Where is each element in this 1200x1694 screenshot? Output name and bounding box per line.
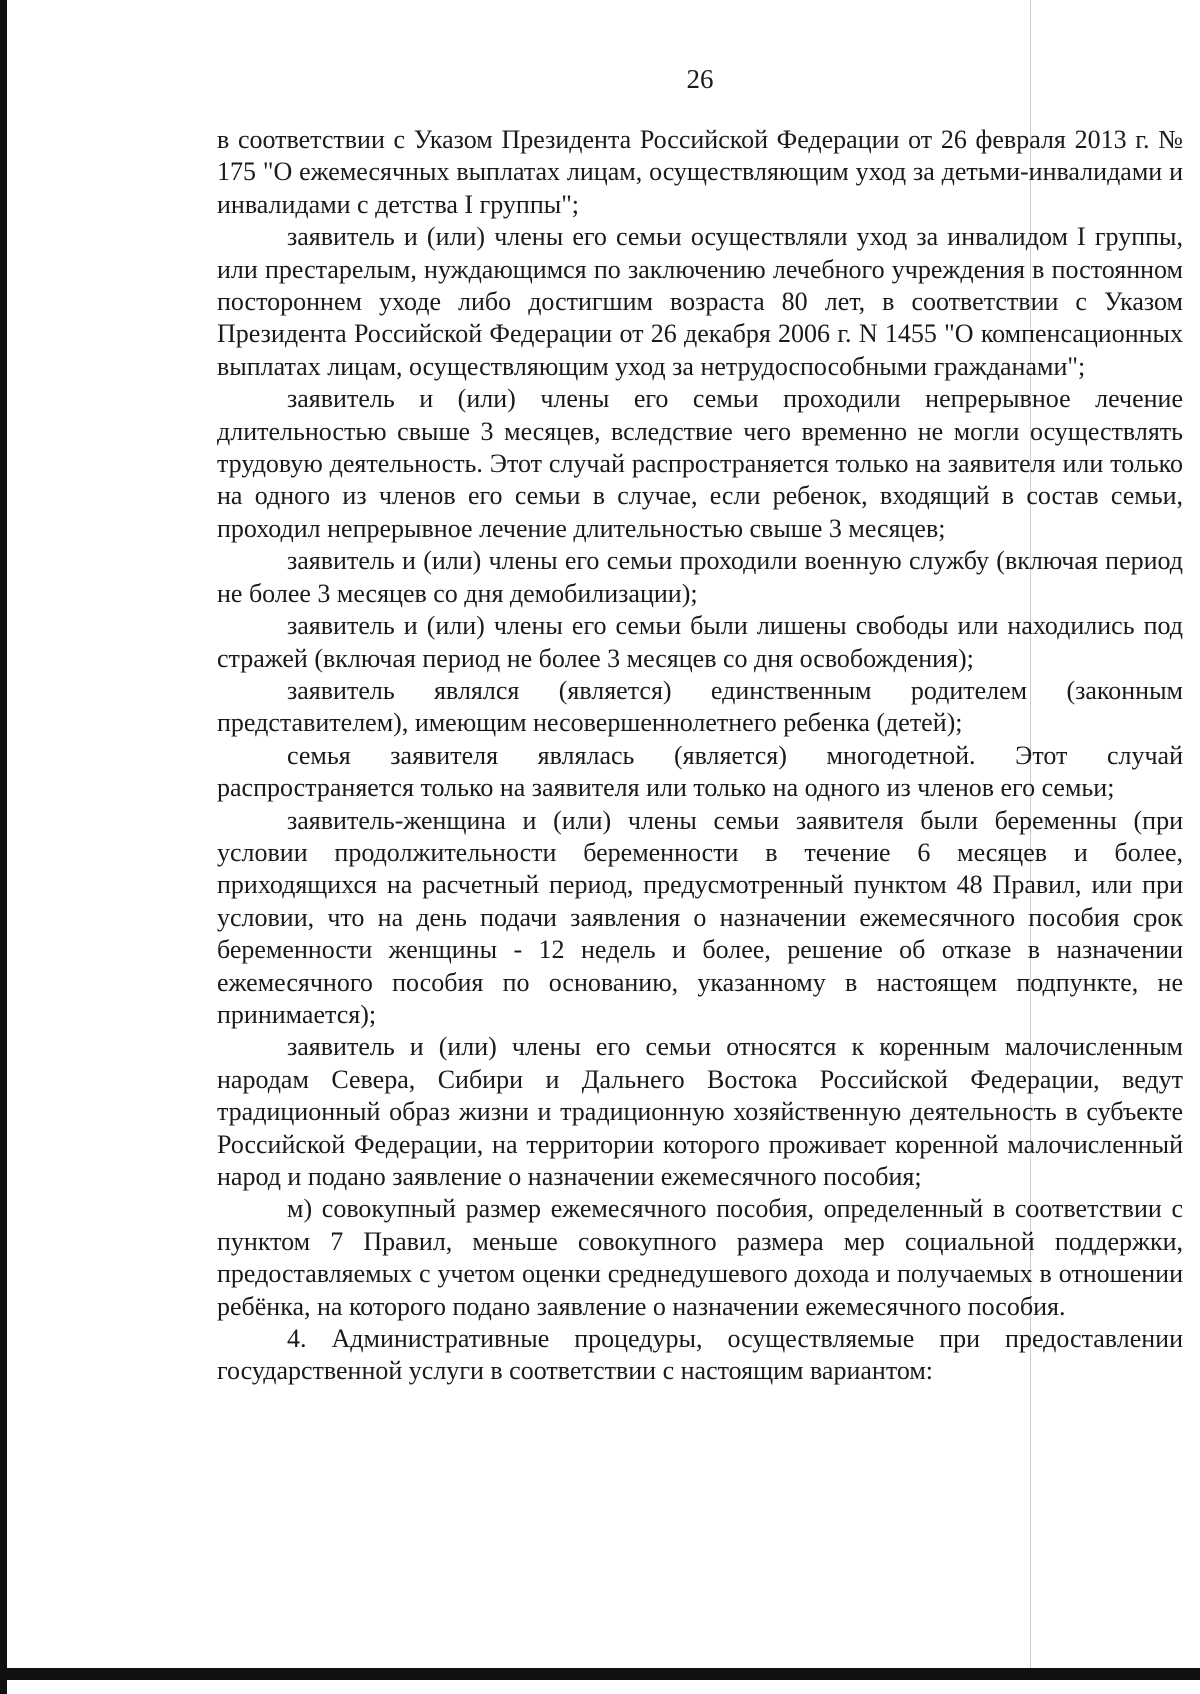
paragraph: заявитель и (или) члены его семьи были лишены свободы или находились под стражей (включая период не более 3 месяцев со дня освобождения); bbox=[217, 611, 1183, 673]
paragraph: заявитель-женщина и (или) члены семьи заявителя были беременны (при условии продолжительности беременности в течение 6 месяцев и более, приходящихся на расчетный период, предусмотренный пунктом 48 Правил, или при условии, что на день подачи заявления о назначении ежемесячного пособия срок беременности женщины - 12 недель и более, решение об отказе в назначении ежемесячного пособия по основанию, указанному в настоящем подпункте, не принимается); bbox=[217, 805, 1183, 1029]
paragraph: семья заявителя являлась (является) многодетной. Этот случай распространяется только на заявителя или только на одного из членов его семьи; bbox=[217, 740, 1183, 803]
paragraph: м) совокупный размер ежемесячного пособия, определенный в соответствии с пунктом 7 Правил, меньше совокупного размера мер социальной поддержки, предоставляемых с учетом оценки среднедушевого дохода и получаемых в отношении ребёнка, на которого подано заявление о назначении ежемесячного пособия. bbox=[217, 1194, 1183, 1321]
paragraph: заявитель и (или) члены его семьи осуществляли уход за инвалидом I группы, или престарелым, нуждающимся по заключению лечебного учреждения в постоянном постороннем уходе либо достигшим возраста 80 лет, в соответствии с Указом Президента Российской Федерации от 26 декабря 2006 г. N 1455 "О компенсационных выплатах лицам, осуществляющим уход за нетрудоспособными гражданами"; bbox=[217, 222, 1183, 381]
paragraph: заявитель и (или) члены его семьи проходили непрерывное лечение длительностью свыше 3 месяцев, вследствие чего временно не могли осуществлять трудовую деятельность. Этот случай распространяется только на заявителя или только на одного из членов его семьи в случае, если ребенок, входящий в состав семьи, проходил непрерывное лечение длительностью свыше 3 месяцев; bbox=[217, 384, 1183, 543]
page-number: 26 bbox=[686, 64, 714, 94]
scan-edge-bottom bbox=[0, 1668, 1200, 1680]
paragraph: 4. Административные процедуры, осуществляемые при предоставлении государственной услуги в соответствии с настоящим вариантом: bbox=[217, 1324, 1183, 1386]
paragraph: заявитель и (или) члены его семьи проходили военную службу (включая период не более 3 месяцев со дня демобилизации); bbox=[217, 546, 1183, 608]
paragraph: заявитель являлся (является) единственным родителем (законным представителем), имеющим несовершеннолетнего ребенка (детей); bbox=[217, 675, 1183, 738]
paragraph: в соответствии с Указом Президента Российской Федерации от 26 февраля 2013 г. № 175 "О ежемесячных выплатах лицам, осуществляющим уход за детьми-инвалидами и инвалидами с детства I группы"; bbox=[217, 125, 1183, 219]
scan-edge-left bbox=[0, 0, 7, 1694]
document-body bbox=[217, 124, 1183, 1388]
paragraph: заявитель и (или) члены его семьи относятся к коренным малочисленным народам Севера, Сибири и Дальнего Востока Российской Федерации, ведут традиционный образ жизни и традиционную хозяйственную деятельность в субъекте Российской Федерации, на территории которого проживает коренной малочисленный народ и подано заявление о назначении ежемесячного пособия; bbox=[217, 1032, 1183, 1191]
